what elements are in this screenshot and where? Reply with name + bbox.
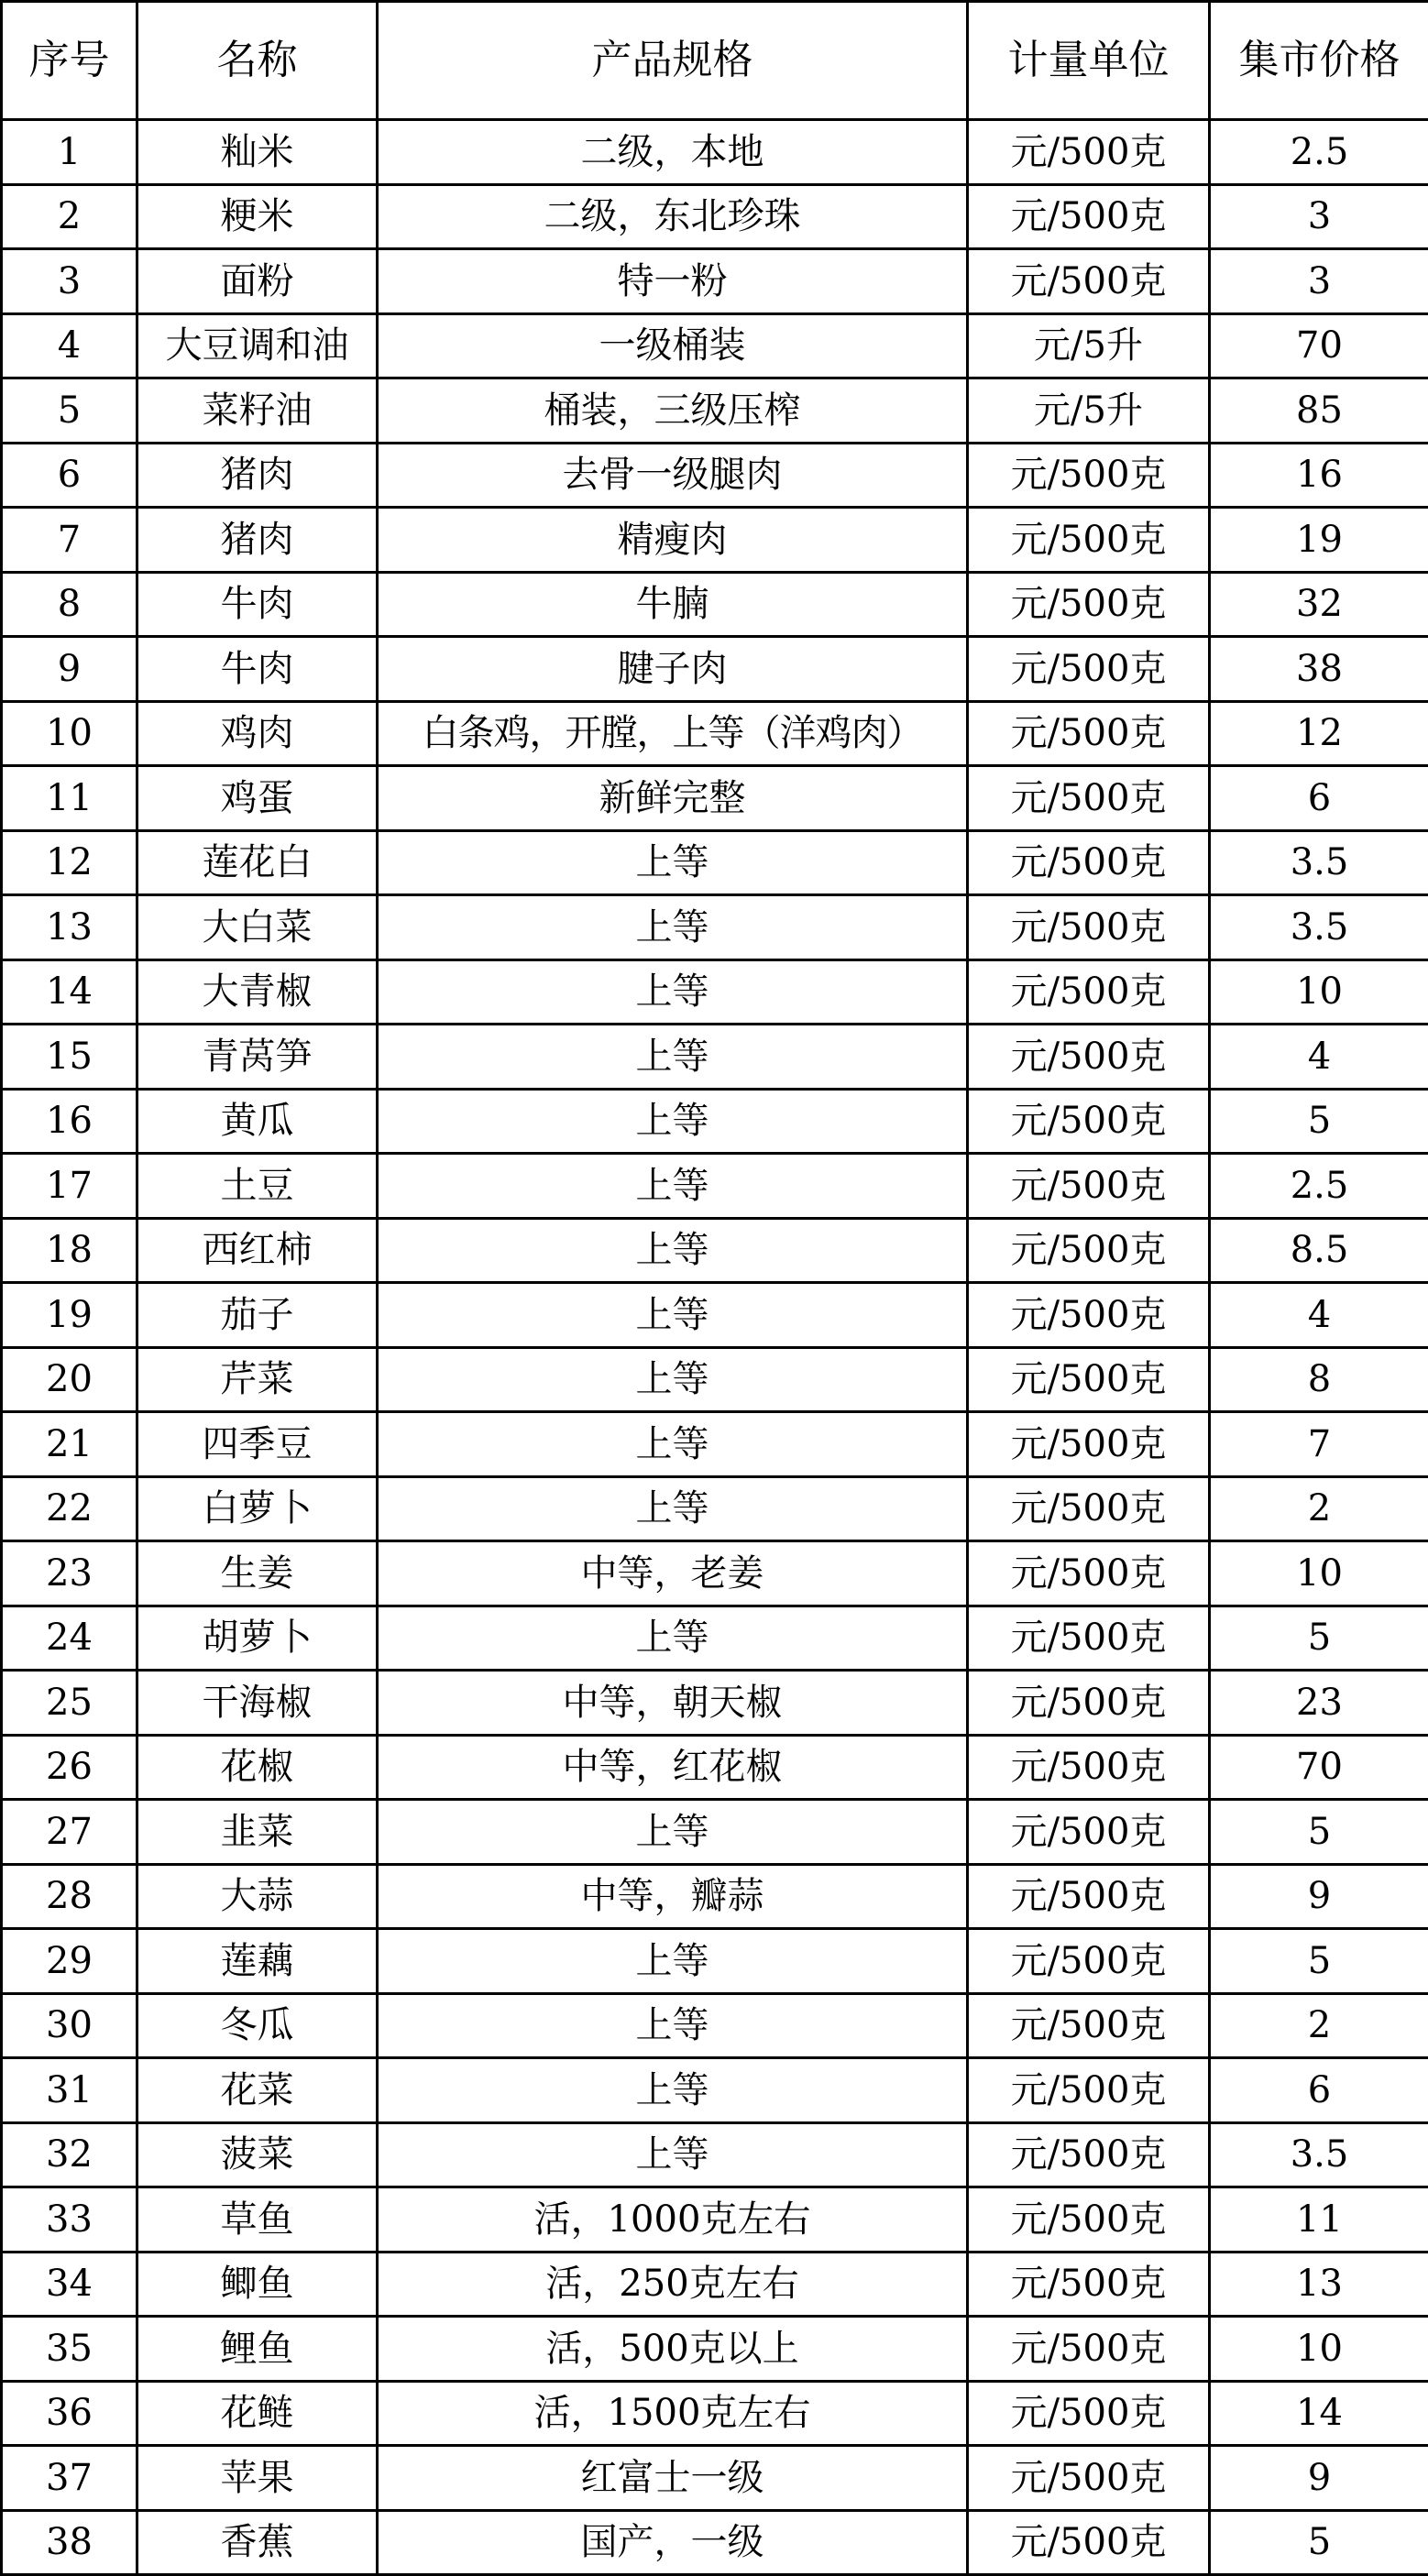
cell-product-spec: 中等，瓣蒜 bbox=[378, 1864, 968, 1929]
cell-name: 花椒 bbox=[137, 1735, 378, 1800]
cell-market-price: 2.5 bbox=[1210, 120, 1428, 185]
cell-market-price: 8.5 bbox=[1210, 1218, 1428, 1283]
cell-market-price: 3.5 bbox=[1210, 2122, 1428, 2187]
cell-serial-number: 3 bbox=[2, 249, 137, 314]
cell-serial-number: 34 bbox=[2, 2252, 137, 2317]
cell-name: 牛肉 bbox=[137, 637, 378, 702]
cell-name: 香蕉 bbox=[137, 2510, 378, 2575]
cell-market-price: 3.5 bbox=[1210, 895, 1428, 960]
cell-unit: 元/500克 bbox=[968, 508, 1210, 573]
cell-product-spec: 中等，朝天椒 bbox=[378, 1671, 968, 1736]
cell-product-spec: 上等 bbox=[378, 1929, 968, 1994]
cell-product-spec: 白条鸡，开膛，上等（洋鸡肉） bbox=[378, 701, 968, 766]
cell-unit: 元/500克 bbox=[968, 2317, 1210, 2382]
cell-name: 莲花白 bbox=[137, 830, 378, 895]
cell-unit: 元/500克 bbox=[968, 572, 1210, 637]
table-row bbox=[2, 2510, 1428, 2575]
cell-unit: 元/500克 bbox=[968, 895, 1210, 960]
cell-market-price: 3.5 bbox=[1210, 830, 1428, 895]
table-row bbox=[2, 766, 1428, 831]
cell-product-spec: 上等 bbox=[378, 1476, 968, 1541]
table-row bbox=[2, 120, 1428, 185]
cell-name: 大青椒 bbox=[137, 959, 378, 1025]
cell-market-price: 19 bbox=[1210, 508, 1428, 573]
cell-name: 粳米 bbox=[137, 184, 378, 249]
header-product-spec: 产品规格 bbox=[378, 2, 968, 120]
cell-serial-number: 35 bbox=[2, 2317, 137, 2382]
cell-market-price: 8 bbox=[1210, 1347, 1428, 1412]
cell-name: 芹菜 bbox=[137, 1347, 378, 1412]
table-row bbox=[2, 701, 1428, 766]
cell-name: 牛肉 bbox=[137, 572, 378, 637]
cell-name: 土豆 bbox=[137, 1154, 378, 1219]
table-row bbox=[2, 184, 1428, 249]
cell-name: 干海椒 bbox=[137, 1671, 378, 1736]
cell-unit: 元/500克 bbox=[968, 1412, 1210, 1477]
table-row bbox=[2, 1347, 1428, 1412]
cell-serial-number: 37 bbox=[2, 2446, 137, 2511]
cell-unit: 元/500克 bbox=[968, 1864, 1210, 1929]
cell-unit: 元/500克 bbox=[968, 1800, 1210, 1865]
table-row bbox=[2, 508, 1428, 573]
cell-name: 四季豆 bbox=[137, 1412, 378, 1477]
cell-unit: 元/500克 bbox=[968, 1541, 1210, 1606]
cell-serial-number: 4 bbox=[2, 313, 137, 378]
cell-market-price: 12 bbox=[1210, 701, 1428, 766]
cell-name: 花鲢 bbox=[137, 2381, 378, 2446]
table-row bbox=[2, 1089, 1428, 1154]
cell-market-price: 4 bbox=[1210, 1025, 1428, 1090]
cell-serial-number: 30 bbox=[2, 1993, 137, 2058]
table-row bbox=[2, 1154, 1428, 1219]
cell-product-spec: 牛腩 bbox=[378, 572, 968, 637]
cell-unit: 元/500克 bbox=[968, 1993, 1210, 2058]
cell-name: 青莴笋 bbox=[137, 1025, 378, 1090]
cell-product-spec: 上等 bbox=[378, 1283, 968, 1348]
cell-product-spec: 活，500克以上 bbox=[378, 2317, 968, 2382]
cell-product-spec: 上等 bbox=[378, 1606, 968, 1671]
cell-name: 花菜 bbox=[137, 2058, 378, 2123]
cell-unit: 元/500克 bbox=[968, 2381, 1210, 2446]
cell-unit: 元/500克 bbox=[968, 1283, 1210, 1348]
table-row bbox=[2, 572, 1428, 637]
cell-serial-number: 25 bbox=[2, 1671, 137, 1736]
cell-unit: 元/500克 bbox=[968, 1218, 1210, 1283]
header-row bbox=[2, 2, 1428, 120]
cell-product-spec: 新鲜完整 bbox=[378, 766, 968, 831]
cell-name: 籼米 bbox=[137, 120, 378, 185]
cell-serial-number: 20 bbox=[2, 1347, 137, 1412]
cell-market-price: 11 bbox=[1210, 2187, 1428, 2253]
cell-name: 莲藕 bbox=[137, 1929, 378, 1994]
cell-name: 大豆调和油 bbox=[137, 313, 378, 378]
cell-serial-number: 7 bbox=[2, 508, 137, 573]
table-row bbox=[2, 1476, 1428, 1541]
cell-name: 茄子 bbox=[137, 1283, 378, 1348]
table-row bbox=[2, 2446, 1428, 2511]
cell-product-spec: 活，1500克左右 bbox=[378, 2381, 968, 2446]
table-row bbox=[2, 830, 1428, 895]
cell-serial-number: 12 bbox=[2, 830, 137, 895]
table-row bbox=[2, 313, 1428, 378]
cell-product-spec: 上等 bbox=[378, 895, 968, 960]
cell-market-price: 3 bbox=[1210, 249, 1428, 314]
table-body bbox=[2, 120, 1428, 2575]
cell-market-price: 5 bbox=[1210, 1606, 1428, 1671]
cell-market-price: 38 bbox=[1210, 637, 1428, 702]
cell-unit: 元/500克 bbox=[968, 766, 1210, 831]
cell-product-spec: 中等，红花椒 bbox=[378, 1735, 968, 1800]
table-row bbox=[2, 1541, 1428, 1606]
cell-name: 菜籽油 bbox=[137, 378, 378, 444]
cell-unit: 元/500克 bbox=[968, 1476, 1210, 1541]
cell-name: 鲫鱼 bbox=[137, 2252, 378, 2317]
cell-product-spec: 上等 bbox=[378, 1412, 968, 1477]
cell-name: 冬瓜 bbox=[137, 1993, 378, 2058]
cell-serial-number: 16 bbox=[2, 1089, 137, 1154]
cell-name: 面粉 bbox=[137, 249, 378, 314]
cell-unit: 元/500克 bbox=[968, 1929, 1210, 1994]
cell-market-price: 9 bbox=[1210, 2446, 1428, 2511]
cell-unit: 元/500克 bbox=[968, 1025, 1210, 1090]
cell-name: 鲤鱼 bbox=[137, 2317, 378, 2382]
cell-product-spec: 上等 bbox=[378, 1025, 968, 1090]
cell-serial-number: 8 bbox=[2, 572, 137, 637]
cell-market-price: 3 bbox=[1210, 184, 1428, 249]
cell-market-price: 70 bbox=[1210, 1735, 1428, 1800]
cell-market-price: 10 bbox=[1210, 959, 1428, 1025]
cell-serial-number: 21 bbox=[2, 1412, 137, 1477]
table-row bbox=[2, 959, 1428, 1025]
cell-name: 鸡肉 bbox=[137, 701, 378, 766]
cell-serial-number: 24 bbox=[2, 1606, 137, 1671]
cell-market-price: 5 bbox=[1210, 2510, 1428, 2575]
cell-serial-number: 38 bbox=[2, 2510, 137, 2575]
cell-market-price: 2.5 bbox=[1210, 1154, 1428, 1219]
cell-name: 草鱼 bbox=[137, 2187, 378, 2253]
cell-product-spec: 上等 bbox=[378, 1993, 968, 2058]
cell-product-spec: 上等 bbox=[378, 1154, 968, 1219]
cell-name: 苹果 bbox=[137, 2446, 378, 2511]
header-unit: 计量单位 bbox=[968, 2, 1210, 120]
cell-market-price: 16 bbox=[1210, 443, 1428, 508]
cell-name: 菠菜 bbox=[137, 2122, 378, 2187]
cell-product-spec: 上等 bbox=[378, 1218, 968, 1283]
cell-market-price: 7 bbox=[1210, 1412, 1428, 1477]
cell-product-spec: 精瘦肉 bbox=[378, 508, 968, 573]
cell-product-spec: 中等，老姜 bbox=[378, 1541, 968, 1606]
cell-product-spec: 上等 bbox=[378, 1800, 968, 1865]
cell-unit: 元/500克 bbox=[968, 1089, 1210, 1154]
cell-market-price: 10 bbox=[1210, 1541, 1428, 1606]
cell-market-price: 70 bbox=[1210, 313, 1428, 378]
cell-product-spec: 桶装，三级压榨 bbox=[378, 378, 968, 444]
cell-serial-number: 2 bbox=[2, 184, 137, 249]
cell-product-spec: 腱子肉 bbox=[378, 637, 968, 702]
table-row bbox=[2, 1283, 1428, 1348]
cell-serial-number: 18 bbox=[2, 1218, 137, 1283]
table-row bbox=[2, 1929, 1428, 1994]
cell-unit: 元/500克 bbox=[968, 120, 1210, 185]
cell-unit: 元/500克 bbox=[968, 1154, 1210, 1219]
cell-name: 韭菜 bbox=[137, 1800, 378, 1865]
cell-product-spec: 上等 bbox=[378, 1347, 968, 1412]
cell-market-price: 2 bbox=[1210, 1993, 1428, 2058]
cell-name: 大蒜 bbox=[137, 1864, 378, 1929]
table-row bbox=[2, 2122, 1428, 2187]
cell-product-spec: 特一粉 bbox=[378, 249, 968, 314]
cell-market-price: 13 bbox=[1210, 2252, 1428, 2317]
cell-unit: 元/500克 bbox=[968, 2058, 1210, 2123]
table-row bbox=[2, 378, 1428, 444]
table-row bbox=[2, 2058, 1428, 2123]
header-name: 名称 bbox=[137, 2, 378, 120]
cell-unit: 元/500克 bbox=[968, 1606, 1210, 1671]
cell-serial-number: 11 bbox=[2, 766, 137, 831]
table-row bbox=[2, 1735, 1428, 1800]
table-row bbox=[2, 895, 1428, 960]
cell-name: 大白菜 bbox=[137, 895, 378, 960]
cell-market-price: 2 bbox=[1210, 1476, 1428, 1541]
cell-unit: 元/500克 bbox=[968, 249, 1210, 314]
cell-market-price: 85 bbox=[1210, 378, 1428, 444]
table-row bbox=[2, 1800, 1428, 1865]
header-serial-number: 序号 bbox=[2, 2, 137, 120]
cell-serial-number: 9 bbox=[2, 637, 137, 702]
cell-name: 黄瓜 bbox=[137, 1089, 378, 1154]
cell-product-spec: 上等 bbox=[378, 2122, 968, 2187]
table-row bbox=[2, 1412, 1428, 1477]
cell-unit: 元/5升 bbox=[968, 313, 1210, 378]
cell-product-spec: 上等 bbox=[378, 1089, 968, 1154]
table-row bbox=[2, 1218, 1428, 1283]
cell-unit: 元/500克 bbox=[968, 443, 1210, 508]
cell-unit: 元/500克 bbox=[968, 2252, 1210, 2317]
cell-name: 生姜 bbox=[137, 1541, 378, 1606]
cell-serial-number: 33 bbox=[2, 2187, 137, 2253]
cell-product-spec: 红富士一级 bbox=[378, 2446, 968, 2511]
cell-market-price: 6 bbox=[1210, 2058, 1428, 2123]
cell-name: 胡萝卜 bbox=[137, 1606, 378, 1671]
cell-name: 白萝卜 bbox=[137, 1476, 378, 1541]
cell-unit: 元/500克 bbox=[968, 184, 1210, 249]
cell-name: 猪肉 bbox=[137, 508, 378, 573]
cell-product-spec: 国产，一级 bbox=[378, 2510, 968, 2575]
cell-market-price: 14 bbox=[1210, 2381, 1428, 2446]
cell-product-spec: 一级桶装 bbox=[378, 313, 968, 378]
cell-market-price: 6 bbox=[1210, 766, 1428, 831]
cell-market-price: 9 bbox=[1210, 1864, 1428, 1929]
cell-unit: 元/500克 bbox=[968, 2510, 1210, 2575]
cell-market-price: 32 bbox=[1210, 572, 1428, 637]
cell-product-spec: 二级，本地 bbox=[378, 120, 968, 185]
cell-unit: 元/500克 bbox=[968, 1671, 1210, 1736]
cell-name: 猪肉 bbox=[137, 443, 378, 508]
cell-product-spec: 活，250克左右 bbox=[378, 2252, 968, 2317]
table-row bbox=[2, 1025, 1428, 1090]
cell-name: 鸡蛋 bbox=[137, 766, 378, 831]
cell-unit: 元/500克 bbox=[968, 830, 1210, 895]
cell-serial-number: 1 bbox=[2, 120, 137, 185]
cell-serial-number: 31 bbox=[2, 2058, 137, 2123]
cell-serial-number: 14 bbox=[2, 959, 137, 1025]
header-market-price: 集市价格 bbox=[1210, 2, 1428, 120]
cell-serial-number: 36 bbox=[2, 2381, 137, 2446]
cell-market-price: 23 bbox=[1210, 1671, 1428, 1736]
table-row bbox=[2, 1864, 1428, 1929]
cell-serial-number: 32 bbox=[2, 2122, 137, 2187]
cell-serial-number: 10 bbox=[2, 701, 137, 766]
cell-product-spec: 上等 bbox=[378, 2058, 968, 2123]
table-row bbox=[2, 637, 1428, 702]
cell-name: 西红柿 bbox=[137, 1218, 378, 1283]
table-row bbox=[2, 1606, 1428, 1671]
cell-serial-number: 17 bbox=[2, 1154, 137, 1219]
cell-market-price: 5 bbox=[1210, 1929, 1428, 1994]
cell-product-spec: 二级，东北珍珠 bbox=[378, 184, 968, 249]
cell-market-price: 5 bbox=[1210, 1089, 1428, 1154]
table-row bbox=[2, 249, 1428, 314]
cell-serial-number: 22 bbox=[2, 1476, 137, 1541]
cell-unit: 元/500克 bbox=[968, 2187, 1210, 2253]
table-row bbox=[2, 2381, 1428, 2446]
cell-serial-number: 15 bbox=[2, 1025, 137, 1090]
table-row bbox=[2, 1671, 1428, 1736]
cell-serial-number: 28 bbox=[2, 1864, 137, 1929]
cell-unit: 元/5升 bbox=[968, 378, 1210, 444]
table-row bbox=[2, 2317, 1428, 2382]
cell-product-spec: 活，1000克左右 bbox=[378, 2187, 968, 2253]
cell-market-price: 10 bbox=[1210, 2317, 1428, 2382]
cell-unit: 元/500克 bbox=[968, 701, 1210, 766]
cell-product-spec: 上等 bbox=[378, 830, 968, 895]
table-row bbox=[2, 2252, 1428, 2317]
cell-product-spec: 上等 bbox=[378, 959, 968, 1025]
cell-serial-number: 23 bbox=[2, 1541, 137, 1606]
cell-market-price: 5 bbox=[1210, 1800, 1428, 1865]
cell-serial-number: 26 bbox=[2, 1735, 137, 1800]
cell-market-price: 4 bbox=[1210, 1283, 1428, 1348]
cell-unit: 元/500克 bbox=[968, 637, 1210, 702]
cell-unit: 元/500克 bbox=[968, 959, 1210, 1025]
cell-serial-number: 29 bbox=[2, 1929, 137, 1994]
cell-serial-number: 27 bbox=[2, 1800, 137, 1865]
table-header bbox=[2, 2, 1428, 120]
table-row bbox=[2, 443, 1428, 508]
cell-serial-number: 19 bbox=[2, 1283, 137, 1348]
cell-serial-number: 5 bbox=[2, 378, 137, 444]
table-row bbox=[2, 2187, 1428, 2253]
cell-serial-number: 6 bbox=[2, 443, 137, 508]
cell-unit: 元/500克 bbox=[968, 2122, 1210, 2187]
cell-product-spec: 去骨一级腿肉 bbox=[378, 443, 968, 508]
table-row bbox=[2, 1993, 1428, 2058]
cell-serial-number: 13 bbox=[2, 895, 137, 960]
cell-unit: 元/500克 bbox=[968, 1347, 1210, 1412]
cell-unit: 元/500克 bbox=[968, 2446, 1210, 2511]
cell-unit: 元/500克 bbox=[968, 1735, 1210, 1800]
